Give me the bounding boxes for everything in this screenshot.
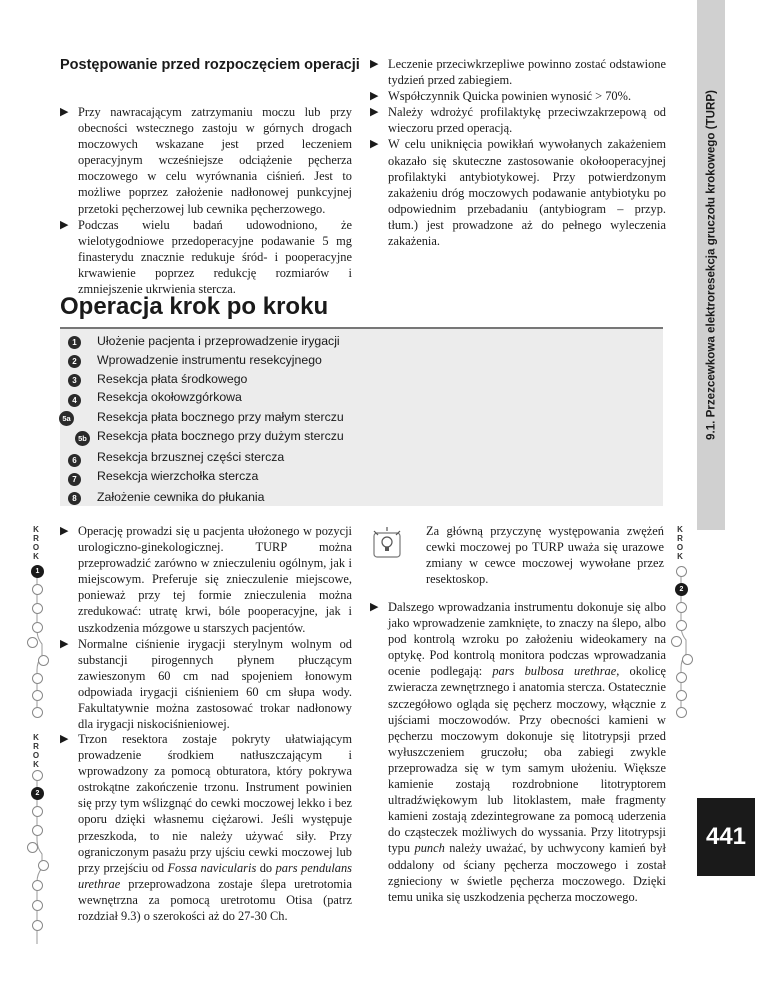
preop-right-bullet-text: Leczenie przeciwkrzepliwe powinno zostać odstawione tydzień przed zabiegiem.	[388, 57, 666, 88]
bullet-arrow-icon: ▶	[60, 106, 69, 118]
bullet-arrow-icon: ▶	[60, 637, 69, 650]
step-dot	[32, 622, 43, 633]
step2-right-section	[370, 599, 666, 905]
step-item: Resekcja płata środkowego	[97, 372, 248, 386]
preop-right-bullet	[370, 136, 666, 249]
step2-right-text: należy uważać, by uchwycony kamień był oddalony od ściany pęcherza moczowego i został zgnieciony w świetle pęcherza moczowego. Dzięki temu unika się uszkodzenia pęcherza moczowego.	[388, 841, 666, 904]
step-dot-active: 2	[675, 583, 688, 596]
bullet-arrow-icon: ▶	[370, 90, 379, 103]
krok-letter: K	[33, 760, 39, 769]
preop-right-bullet	[370, 104, 666, 136]
step1-bullet-text: Operację prowadzi się u pacjenta ułożonego w pozycji urologiczno-ginekologicznej. TURP można przeprowadzić zarówno w znieczuleniu ogólnym, jak i miejscowym. Preferuje się znieczulenie miejscowe, ponieważ przy tej formie znieczulenia można zredukować: utratę krwi, bóle pooperacyjne, jak i uszkodzenia mózgowe u starszych pacjentów.	[78, 524, 352, 635]
step2-right-term-punch: punch	[414, 841, 445, 856]
step-item: Resekcja wierzchołka stercza	[97, 469, 259, 483]
preop-left-column	[60, 104, 352, 297]
krok-letter: O	[32, 751, 40, 760]
step-number-icon: 3	[68, 374, 81, 387]
step2-text: Trzon resektora zostaje pokryty ułatwiającym prowadzenie środkiem natłuszczającym i wprowadzony za pomocą obturatora, który pokrywa ostrokątne zakończenie trzonu. Instrument powinien się przy tym wślizgnąć do cewki moczowej lekko i bez oporu dzięki własnemu ciężarowi. Jeśli występuje przeszkoda, to nie należy używać siły. Przy ograniczonym pasażu przy ujściu cewki moczowej lub przy przejściu od	[78, 732, 352, 875]
preop-bullet	[60, 104, 352, 217]
tip-lightbulb-icon	[368, 523, 412, 567]
step2-right-bullet	[370, 599, 666, 905]
step-dot	[32, 825, 43, 836]
step-dot	[32, 584, 43, 595]
step-item: Resekcja płata bocznego przy dużym sterczu	[97, 429, 344, 443]
step-dot	[676, 707, 687, 718]
krok-letter: K	[677, 552, 683, 561]
bullet-arrow-icon: ▶	[60, 218, 69, 231]
step-dot	[676, 566, 687, 577]
step2-term-pars: pars pendulans urethrae	[78, 860, 352, 891]
step-number-icon: 6	[68, 454, 81, 467]
bullet-arrow-icon: ▶	[370, 106, 379, 119]
step-number-icon: 1	[68, 336, 81, 349]
step-dot	[32, 673, 43, 684]
preop-bullet	[60, 217, 352, 297]
step-dot	[682, 654, 693, 665]
step-dot	[32, 690, 43, 701]
step2-right-text: Dalszego wprowadzania instrumentu dokonuje się albo jako wprowadzenie zamknięte, to znaczy na ślepo, albo pod kontrolą wzroku po założeniu wideokamery na optykę. Pod kontrolą monitora podczas wprowadzania ocenie podlegają:	[388, 600, 666, 679]
step2-term-fossa: Fossa navicularis	[167, 860, 257, 875]
krok-letter: R	[33, 534, 39, 543]
krok-letter: K	[33, 525, 39, 534]
step-dot	[32, 603, 43, 614]
preop-right-bullet-text: Należy wdrożyć profilaktykę przeciwzakrzepową od wieczoru przed operacją.	[388, 105, 666, 136]
step-dot-active: 2	[31, 787, 44, 800]
step-dot	[27, 842, 38, 853]
step-number-icon: 7	[68, 473, 81, 486]
krok-label	[30, 525, 42, 561]
preop-right-bullet-text: Współczynnik Quicka powinien wynosić > 70%.	[388, 89, 632, 104]
preop-right-bullet	[370, 56, 666, 88]
preop-heading: Postępowanie przed rozpoczęciem operacji	[60, 57, 360, 73]
step-dot	[27, 637, 38, 648]
krok-letter: K	[677, 525, 683, 534]
step-dot	[38, 655, 49, 666]
krok-letter: R	[677, 534, 683, 543]
step-dot	[676, 602, 687, 613]
preop-right-column	[370, 56, 666, 249]
krok-label	[674, 525, 686, 561]
tip-note: Za główną przyczynę występowania zwężeń cewki moczowej po TURP uważa się urazowe zmiany w cewce moczowej wywołane przez resektoskop.	[426, 524, 664, 587]
step2-right-text: , okolicę zwieracza zewnętrznego i anatomia stercza. Ostatecznie szczegółowo ogląda się pęcherz moczowy, włącznie z ujściami moczowodów. Przy obecności kamieni w pęcherzu moczowym dokonuje się litotrypsji przed wyłuszczeniem gruczołu; oba zabiegi zwykle przeprowadza się w tym samym ułożeniu. Większe kamienie zostają rozdrobnione litotryptorem ultradźwiękowym lub litoklastem, małe fragmenty kamieni zostają zdezintegrowane za pomocą uderzenia do cząsteczek możliwych do wyssania. Przy litotrypsji typu	[388, 664, 666, 856]
krok-label	[30, 733, 42, 769]
step-item: Resekcja płata bocznego przy małym sterczu	[97, 410, 344, 424]
bullet-arrow-icon: ▶	[60, 525, 69, 537]
step-dot	[676, 620, 687, 631]
step-dot	[32, 900, 43, 911]
step1-bullet	[60, 636, 352, 733]
step2-text: przeprowadzona zostaje ślepa uretrotomia wewnętrzna za pomocą uretrotomu Otisa (patrz rozdział 9.3) o szerokości aż do 27-30 Ch.	[78, 876, 352, 924]
page-number: 441	[697, 798, 755, 876]
step-number-icon: 2	[68, 355, 81, 368]
krok-letter: O	[32, 543, 40, 552]
steps-heading: Operacja krok po kroku	[60, 293, 329, 320]
step-item: Ułożenie pacjenta i przeprowadzenie irygacji	[97, 334, 340, 348]
step-item: Wprowadzenie instrumentu resekcyjnego	[97, 353, 322, 367]
step2-section	[60, 731, 352, 924]
preop-bullet-text: Podczas wielu badań udowodniono, że wielotygodniowe przedoperacyjne podawanie 5 mg finasterydu znacznie redukuje śród- i pooperacyjne krwawienie poprzez redukcję rozmiarów i zmniejszenie ukrwienia stercza.	[78, 217, 352, 297]
bullet-arrow-icon: ▶	[370, 601, 379, 613]
bullet-arrow-icon: ▶	[370, 138, 379, 151]
step-number-icon: 4	[68, 394, 81, 407]
krok-letter: K	[33, 552, 39, 561]
step-dot	[671, 636, 682, 647]
step1-bullet-text: Normalne ciśnienie irygacji sterylnym wolnym od substancji pirogennych płynem płuczącym zawieszonym 60 cm nad spojeniem łonowym odpowiada irygacji ciśnieniem 60 cm słupa wody. Fakultatywnie można zastosować trokar nadłonowy dla irygacji niskociśnieniowej.	[78, 636, 352, 732]
step2-right-term: pars bulbosa urethrae	[492, 664, 617, 679]
step-dot	[32, 806, 43, 817]
step1-section	[60, 523, 352, 732]
step-item: Resekcja brzusznej części stercza	[97, 450, 285, 464]
step-dot	[32, 920, 43, 931]
step-dot	[676, 690, 687, 701]
step-dot	[32, 880, 43, 891]
step-dot	[38, 860, 49, 871]
bullet-arrow-icon: ▶	[370, 58, 379, 70]
step2-text: do	[256, 860, 276, 875]
step-dot	[32, 707, 43, 718]
krok-letter: R	[33, 742, 39, 751]
preop-bullet-text: Przy nawracającym zatrzymaniu moczu lub przy obecności wstecznego zastoju w górnych drogach moczowych wskazane jest przed leczeniem operacyjnym wcześniejsze odciążenie pęcherza moczowego w celu wyrównania ciśnień. Jest to możliwe poprzez założenie nadłonowej punkcyjnej przetoki pęcherzowej lub cewnika pęcherzowego.	[78, 105, 352, 216]
krok-letter: O	[676, 543, 684, 552]
preop-right-bullet-text: W celu uniknięcia powikłań wywołanych zakażeniem okazało się skuteczne zastosowanie okołooperacyjnej profilaktyki antybiotykowej. Przy potwierdzonym zakażeniu dróg moczowych podawanie antybiotyku po odpowiednim przebadaniu (antybiogram – przyp. tłum.) jest prowadzone aż do pełnego wyleczenia zakażenia.	[388, 137, 666, 249]
step-dot	[32, 770, 43, 781]
step-item: Resekcja okołowzgórkowa	[97, 390, 242, 404]
step-item: Założenie cewnika do płukania	[97, 490, 265, 504]
bullet-arrow-icon: ▶	[60, 733, 69, 745]
krok-letter: K	[33, 733, 39, 742]
step-dot	[676, 672, 687, 683]
step-number-icon: 8	[68, 492, 81, 505]
chapter-title-vertical: 9.1. Przezcewkowa elektroresekcja gruczołu krokowego (TURP)	[704, 90, 718, 440]
step-number-icon: 5b	[75, 431, 90, 446]
step-number-icon: 5a	[59, 411, 74, 426]
step2-bullet	[60, 731, 352, 924]
preop-right-bullet	[370, 88, 666, 104]
step1-bullet	[60, 523, 352, 636]
step-dot-active: 1	[31, 565, 44, 578]
